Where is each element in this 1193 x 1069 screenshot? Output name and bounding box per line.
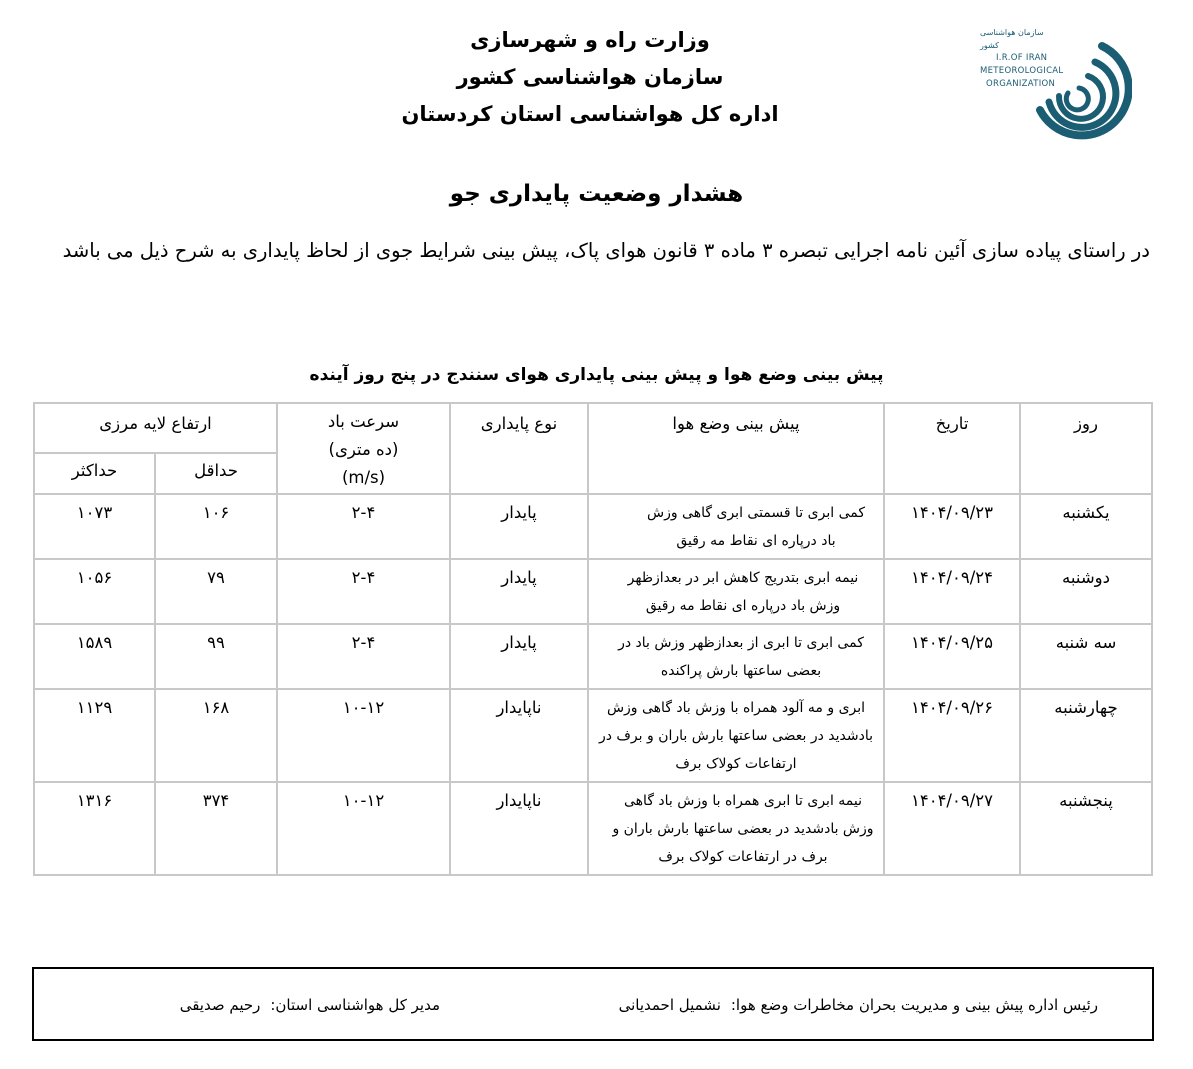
header-forecast: پیش بینی وضع هوا xyxy=(588,403,884,494)
cell-wind: ۱۰-۱۲ xyxy=(277,689,450,782)
cell-wind: ۲-۴ xyxy=(277,624,450,689)
header-day: روز xyxy=(1020,403,1152,494)
header-wind-line-1: سرعت باد xyxy=(327,412,400,431)
cell-day: سه شنبه xyxy=(1020,624,1152,689)
forecast-table xyxy=(33,402,1153,876)
forecast-head-name: نشمیل احمدیانی xyxy=(618,996,721,1014)
header-wind-line-2: (ده متری) xyxy=(328,440,399,459)
cell-date: ۱۴۰۴/۰۹/۲۳ xyxy=(884,494,1020,559)
cell-stability: ناپایدار xyxy=(450,782,588,875)
organization-name: سازمان هواشناسی کشور xyxy=(456,65,724,89)
table-title: پیش بینی وضع هوا و پیش بینی پایداری هوای سنندج در پنج روز آینده xyxy=(309,365,884,385)
forecast-head-label: رئیس اداره پیش بینی و مدیریت بحران مخاطرات وضع هوا: xyxy=(730,996,1098,1014)
cell-wind: ۱۰-۱۲ xyxy=(277,782,450,875)
cell-min: ۱۰۶ xyxy=(155,494,277,559)
logo-text-en-3: ORGANIZATION xyxy=(986,79,1056,89)
cell-date: ۱۴۰۴/۰۹/۲۴ xyxy=(884,559,1020,624)
cell-forecast: کمی ابری تا ابری از بعدازظهر وزش باد در بعضی ساعتها بارش پراکنده xyxy=(588,624,884,689)
signature-footer xyxy=(32,967,1154,1041)
table-row xyxy=(34,782,1152,875)
cell-forecast: نیمه ابری تا ابری همراه با وزش باد گاهی وزش بادشدید در بعضی ساعتها بارش باران و برف در ارتفاعات کولاک برف xyxy=(588,782,884,875)
cell-min: ۷۹ xyxy=(155,559,277,624)
cell-max: ۱۵۸۹ xyxy=(34,624,155,689)
cell-max: ۱۱۲۹ xyxy=(34,689,155,782)
cell-day: چهارشنبه xyxy=(1020,689,1152,782)
cell-wind: ۲-۴ xyxy=(277,494,450,559)
header-wind-speed xyxy=(277,403,450,494)
table-row xyxy=(34,559,1152,624)
cell-stability: پایدار xyxy=(450,494,588,559)
header-wind-line-3: (m/s) xyxy=(341,468,386,487)
logo-text-en-1: I.R.OF IRAN xyxy=(996,53,1048,63)
header-min: حداقل xyxy=(155,453,277,494)
director-signature xyxy=(180,996,440,1014)
cell-date: ۱۴۰۴/۰۹/۲۶ xyxy=(884,689,1020,782)
forecast-head-signature xyxy=(619,996,1098,1014)
cell-day: پنجشنبه xyxy=(1020,782,1152,875)
cell-forecast: نیمه ابری بتدریج کاهش ابر در بعدازظهر وزش باد درپاره ای نقاط مه رقیق xyxy=(588,559,884,624)
intro-paragraph: در راستای پیاده سازی آئین نامه اجرایی تبصره ۳ ماده ۳ قانون هوای پاک، پیش بینی شرایط جوی از لحاظ پایداری به شرح ذیل می باشد xyxy=(62,239,1150,262)
table-header-row xyxy=(34,403,1152,453)
header-boundary-layer: ارتفاع لایه مرزی xyxy=(34,403,277,453)
cell-max: ۱۰۵۶ xyxy=(34,559,155,624)
meteorological-organization-logo xyxy=(972,26,1132,148)
cell-day: دوشنبه xyxy=(1020,559,1152,624)
logo-text-en-2: METEOROLOGICAL xyxy=(980,66,1064,76)
cell-day: یکشنبه xyxy=(1020,494,1152,559)
table-row xyxy=(34,624,1152,689)
cell-stability: پایدار xyxy=(450,624,588,689)
department-name: اداره کل هواشناسی استان کردستان xyxy=(401,102,779,126)
cell-stability: پایدار xyxy=(450,559,588,624)
header-max: حداکثر xyxy=(34,453,155,494)
cell-max: ۱۰۷۳ xyxy=(34,494,155,559)
director-label: مدیر کل هواشناسی استان: xyxy=(270,996,440,1014)
cell-stability: ناپایدار xyxy=(450,689,588,782)
cell-wind: ۲-۴ xyxy=(277,559,450,624)
header-date: تاریخ xyxy=(884,403,1020,494)
cell-min: ۱۶۸ xyxy=(155,689,277,782)
header-stability: نوع پایداری xyxy=(450,403,588,494)
logo-text-fa: سازمان هواشناسی کشور xyxy=(980,28,1044,50)
cell-max: ۱۳۱۶ xyxy=(34,782,155,875)
cell-date: ۱۴۰۴/۰۹/۲۵ xyxy=(884,624,1020,689)
ministry-name: وزارت راه و شهرسازی xyxy=(470,28,710,52)
cell-min: ۳۷۴ xyxy=(155,782,277,875)
table-row xyxy=(34,494,1152,559)
table-row xyxy=(34,689,1152,782)
letterhead xyxy=(380,22,800,133)
cell-forecast: ابری و مه آلود همراه با وزش باد گاهی وزش بادشدید در بعضی ساعتها بارش باران و برف در ارتفاعات کولاک برف xyxy=(588,689,884,782)
cell-forecast: کمی ابری تا قسمتی ابری گاهی وزش باد درپاره ای نقاط مه رقیق xyxy=(588,494,884,559)
alert-title: هشدار وضعیت پایداری جو xyxy=(449,181,744,207)
spiral-emblem-icon xyxy=(972,26,1132,148)
cell-date: ۱۴۰۴/۰۹/۲۷ xyxy=(884,782,1020,875)
cell-min: ۹۹ xyxy=(155,624,277,689)
director-name: رحیم صدیقی xyxy=(179,996,261,1014)
